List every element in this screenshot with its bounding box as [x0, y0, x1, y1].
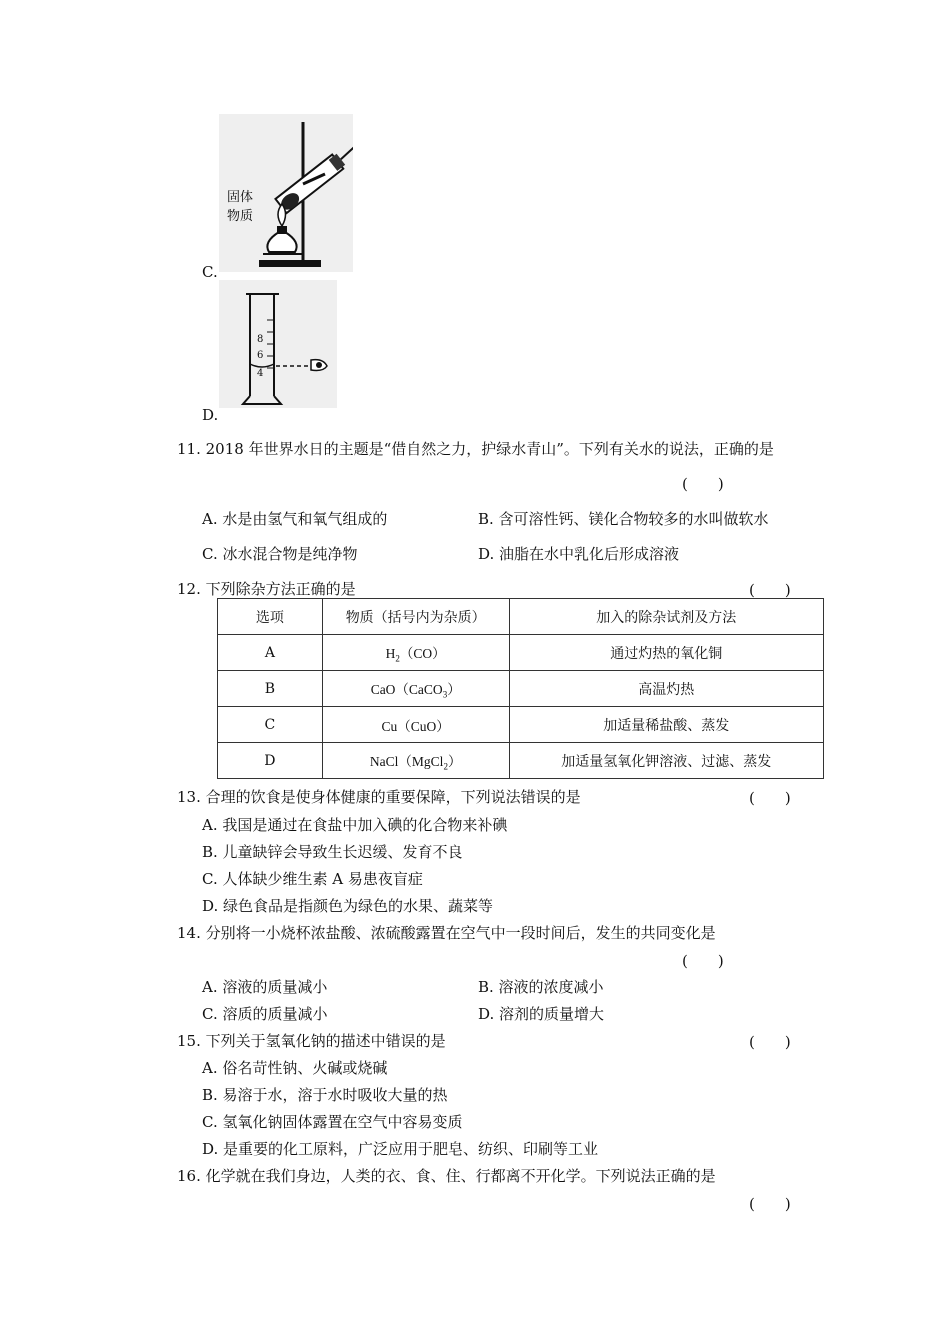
- row-option: D: [218, 743, 323, 779]
- row-option: B: [218, 671, 323, 707]
- q15-option-c: C. 氢氧化钠固体露置在空气中容易变质: [202, 1113, 463, 1131]
- cylinder-tick-8: 8: [257, 334, 264, 345]
- row-substance: $H_2(CO)$: [322, 635, 509, 671]
- q12-answer-paren: ( ): [749, 581, 791, 599]
- q13-stem: 13. 合理的饮食是使身体健康的重要保障，下列说法错误的是: [177, 788, 581, 806]
- graduated-cylinder-illustration: [219, 280, 337, 408]
- q11-option-c: C. 冰水混合物是纯净物: [202, 545, 358, 563]
- q11-option-d: D. 油脂在水中乳化后形成溶液: [478, 545, 680, 563]
- q11-stem: 11. 2018 年世界水日的主题是“借自然之力，护绿水青山”。下列有关水的说法，正确的是: [177, 440, 774, 458]
- q13-option-d: D. 绿色食品是指颜色为绿色的水果、蔬菜等: [202, 897, 494, 915]
- q11-answer-paren: ( ): [682, 475, 724, 493]
- q15-stem: 15. 下列关于氢氧化钠的描述中错误的是: [177, 1032, 446, 1050]
- table-row: [218, 635, 824, 671]
- row-option: C: [218, 707, 323, 743]
- label-solid-line2: 物质: [227, 209, 254, 224]
- row-option: A: [218, 635, 323, 671]
- q14-answer-paren: ( ): [682, 952, 724, 970]
- q11-option-a: A. 水是由氢气和氧气组成的: [202, 510, 388, 528]
- q15-answer-paren: ( ): [749, 1033, 791, 1051]
- q16-stem: 16. 化学就在我们身边，人类的衣、食、住、行都离不开化学。下列说法正确的是: [177, 1167, 716, 1185]
- row-substance: Cu（CuO）: [322, 707, 509, 743]
- q13-answer-paren: ( ): [749, 789, 791, 807]
- q14-option-d: D. 溶剂的质量增大: [478, 1005, 605, 1023]
- q14-stem: 14. 分别将一小烧杯浓盐酸、浓硫酸露置在空气中一段时间后，发生的共同变化是: [177, 924, 716, 942]
- q12-table: [217, 598, 824, 779]
- header-method: 加入的除杂试剂及方法: [509, 599, 823, 635]
- row-method: 加适量氢氧化钾溶液、过滤、蒸发: [509, 743, 823, 779]
- table-row: [218, 671, 824, 707]
- row-method: 加适量稀盐酸、蒸发: [509, 707, 823, 743]
- q14-option-c: C. 溶质的质量减小: [202, 1005, 328, 1023]
- figure-c-image: [219, 114, 353, 272]
- table-header-row: [218, 599, 824, 635]
- row-substance: CaO（CaCO$_3$）: [322, 671, 509, 707]
- cylinder-tick-6: 6: [257, 350, 264, 361]
- figure-c-option: C.: [202, 263, 218, 281]
- table-row: [218, 707, 824, 743]
- q14-option-b: B. 溶液的浓度减小: [478, 978, 604, 996]
- q12-stem: 12. 下列除杂方法正确的是: [177, 580, 356, 598]
- row-substance: NaCl（MgCl$_2$）: [322, 743, 509, 779]
- q11-option-b: B. 含可溶性钙、镁化合物较多的水叫做软水: [478, 510, 769, 528]
- table-row: [218, 743, 824, 779]
- q13-option-c: C. 人体缺少维生素 A 易患夜盲症: [202, 870, 423, 888]
- figure-d-option: D.: [202, 406, 219, 424]
- q15-option-d: D. 是重要的化工原料，广泛应用于肥皂、纺织、印刷等工业: [202, 1140, 599, 1158]
- q13-option-b: B. 儿童缺锌会导致生长迟缓、发育不良: [202, 843, 463, 861]
- figure-d-image: [219, 280, 337, 408]
- q16-answer-paren: ( ): [749, 1195, 791, 1213]
- header-option: 选项: [218, 599, 323, 635]
- label-solid-line1: 固体: [227, 190, 254, 205]
- q15-option-b: B. 易溶于水，溶于水时吸收大量的热: [202, 1086, 448, 1104]
- cylinder-tick-4: 4: [257, 368, 264, 379]
- q15-option-a: A. 俗名苛性钠、火碱或烧碱: [202, 1059, 388, 1077]
- q14-option-a: A. 溶液的质量减小: [202, 978, 328, 996]
- q13-option-a: A. 我国是通过在食盐中加入碘的化合物来补碘: [202, 816, 508, 834]
- row-method: 通过灼热的氧化铜: [509, 635, 823, 671]
- row-method: 高温灼热: [509, 671, 823, 707]
- header-substance: 物质（括号内为杂质）: [322, 599, 509, 635]
